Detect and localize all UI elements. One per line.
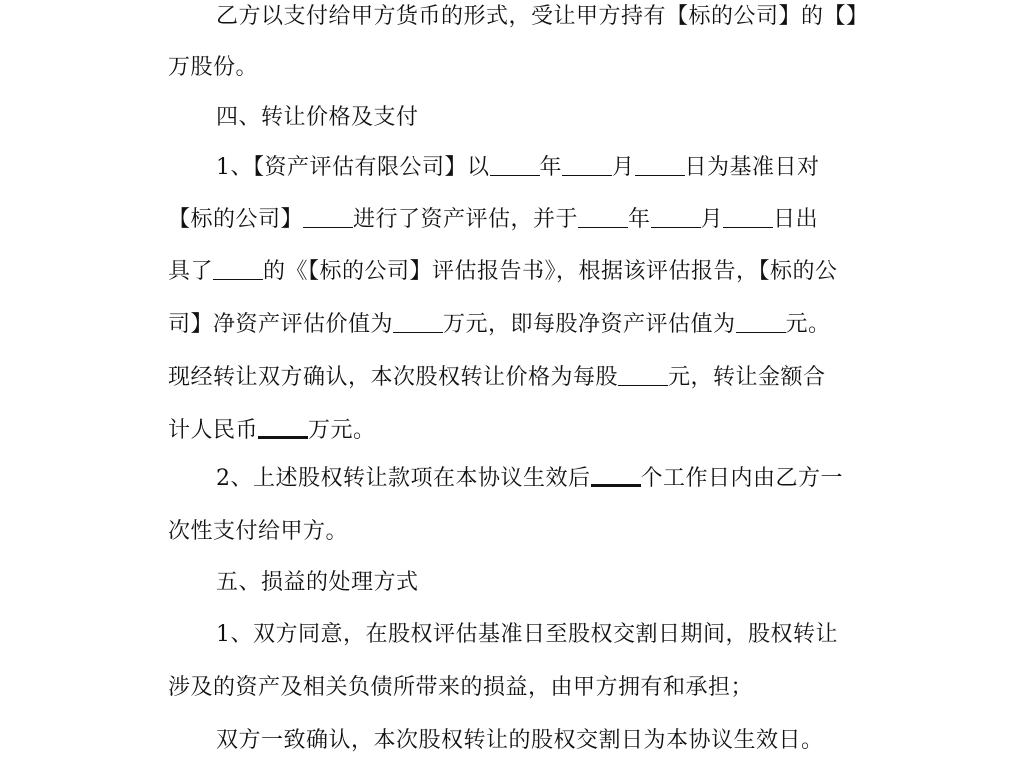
blank-underline[interactable] bbox=[736, 310, 786, 333]
text-span: 月 bbox=[700, 207, 724, 232]
text-span: 1、【资产评估有限公司】以 bbox=[216, 155, 490, 180]
blank-underline[interactable] bbox=[635, 153, 685, 176]
text-span: 万元。 bbox=[308, 418, 376, 443]
text-span: 现经转让双方确认，本次股权转让价格为每股 bbox=[168, 365, 619, 390]
blank-underline[interactable] bbox=[723, 205, 773, 228]
blank-underline[interactable] bbox=[651, 205, 701, 228]
blank-underline[interactable] bbox=[258, 414, 308, 439]
paragraph-line-4 bbox=[216, 151, 820, 185]
text-span: 司】净资产评估价值为 bbox=[168, 312, 394, 337]
text-span: 元。 bbox=[785, 312, 831, 337]
section-heading-4 bbox=[216, 101, 419, 135]
paragraph-line-11 bbox=[168, 515, 348, 549]
paragraph-line-2 bbox=[168, 51, 258, 85]
blank-underline[interactable] bbox=[303, 205, 353, 228]
blank-underline[interactable] bbox=[591, 462, 641, 487]
text-span: 计人民币 bbox=[168, 418, 259, 443]
paragraph-line-10 bbox=[216, 462, 843, 496]
blank-underline[interactable] bbox=[562, 153, 612, 176]
text-span: 乙方以支付给甲方货币的形式，受让甲方持有【标的公司】的【】 bbox=[216, 4, 869, 29]
text-span: 年 bbox=[628, 207, 651, 232]
text-span: 四、转让价格及支付 bbox=[216, 105, 419, 130]
section-heading-5 bbox=[216, 566, 419, 600]
paragraph-line-7 bbox=[168, 308, 831, 342]
text-span: 的《【标的公司】评估报告书》，根据该评估报告，【标的公 bbox=[263, 259, 838, 284]
text-span: 涉及的资产及相关负债所带来的损益，由甲方拥有和承担； bbox=[168, 675, 754, 700]
paragraph-line-1 bbox=[216, 0, 869, 34]
paragraph-line-6 bbox=[168, 255, 838, 289]
blank-underline[interactable] bbox=[490, 153, 540, 176]
blank-underline[interactable] bbox=[618, 363, 668, 386]
text-span: 月 bbox=[612, 155, 635, 180]
text-span: 进行了资产评估，并于 bbox=[353, 207, 579, 232]
text-span: 五、损益的处理方式 bbox=[216, 570, 419, 595]
text-span: 年 bbox=[539, 155, 563, 180]
blank-underline[interactable] bbox=[213, 257, 263, 280]
text-span: 1、双方同意，在股权评估基准日至股权交割日期间，股权转让 bbox=[216, 622, 838, 647]
blank-underline[interactable] bbox=[578, 205, 628, 228]
text-span: 【标的公司】 bbox=[168, 207, 304, 232]
text-span: 次性支付给甲方。 bbox=[168, 519, 349, 544]
paragraph-line-14 bbox=[168, 671, 753, 705]
paragraph-line-13 bbox=[216, 618, 838, 652]
paragraph-line-8 bbox=[168, 361, 826, 395]
text-span: 万股份。 bbox=[168, 55, 259, 80]
text-span: 个工作日内由乙方一 bbox=[640, 466, 844, 491]
text-span: 具了 bbox=[168, 259, 214, 284]
blank-underline[interactable] bbox=[393, 310, 443, 333]
text-span: 2、上述股权转让款项在本协议生效后 bbox=[216, 466, 591, 491]
paragraph-line-15 bbox=[216, 724, 824, 758]
text-span: 双方一致确认，本次股权转让的股权交割日为本协议生效日。 bbox=[216, 728, 824, 753]
paragraph-line-9 bbox=[168, 414, 376, 448]
paragraph-line-5 bbox=[168, 203, 818, 237]
text-span: 日出 bbox=[773, 207, 819, 232]
text-span: 元，转让金额合 bbox=[668, 365, 826, 390]
text-span: 日为基准日对 bbox=[684, 155, 820, 180]
text-span: 万元，即每股净资产评估值为 bbox=[443, 312, 736, 337]
